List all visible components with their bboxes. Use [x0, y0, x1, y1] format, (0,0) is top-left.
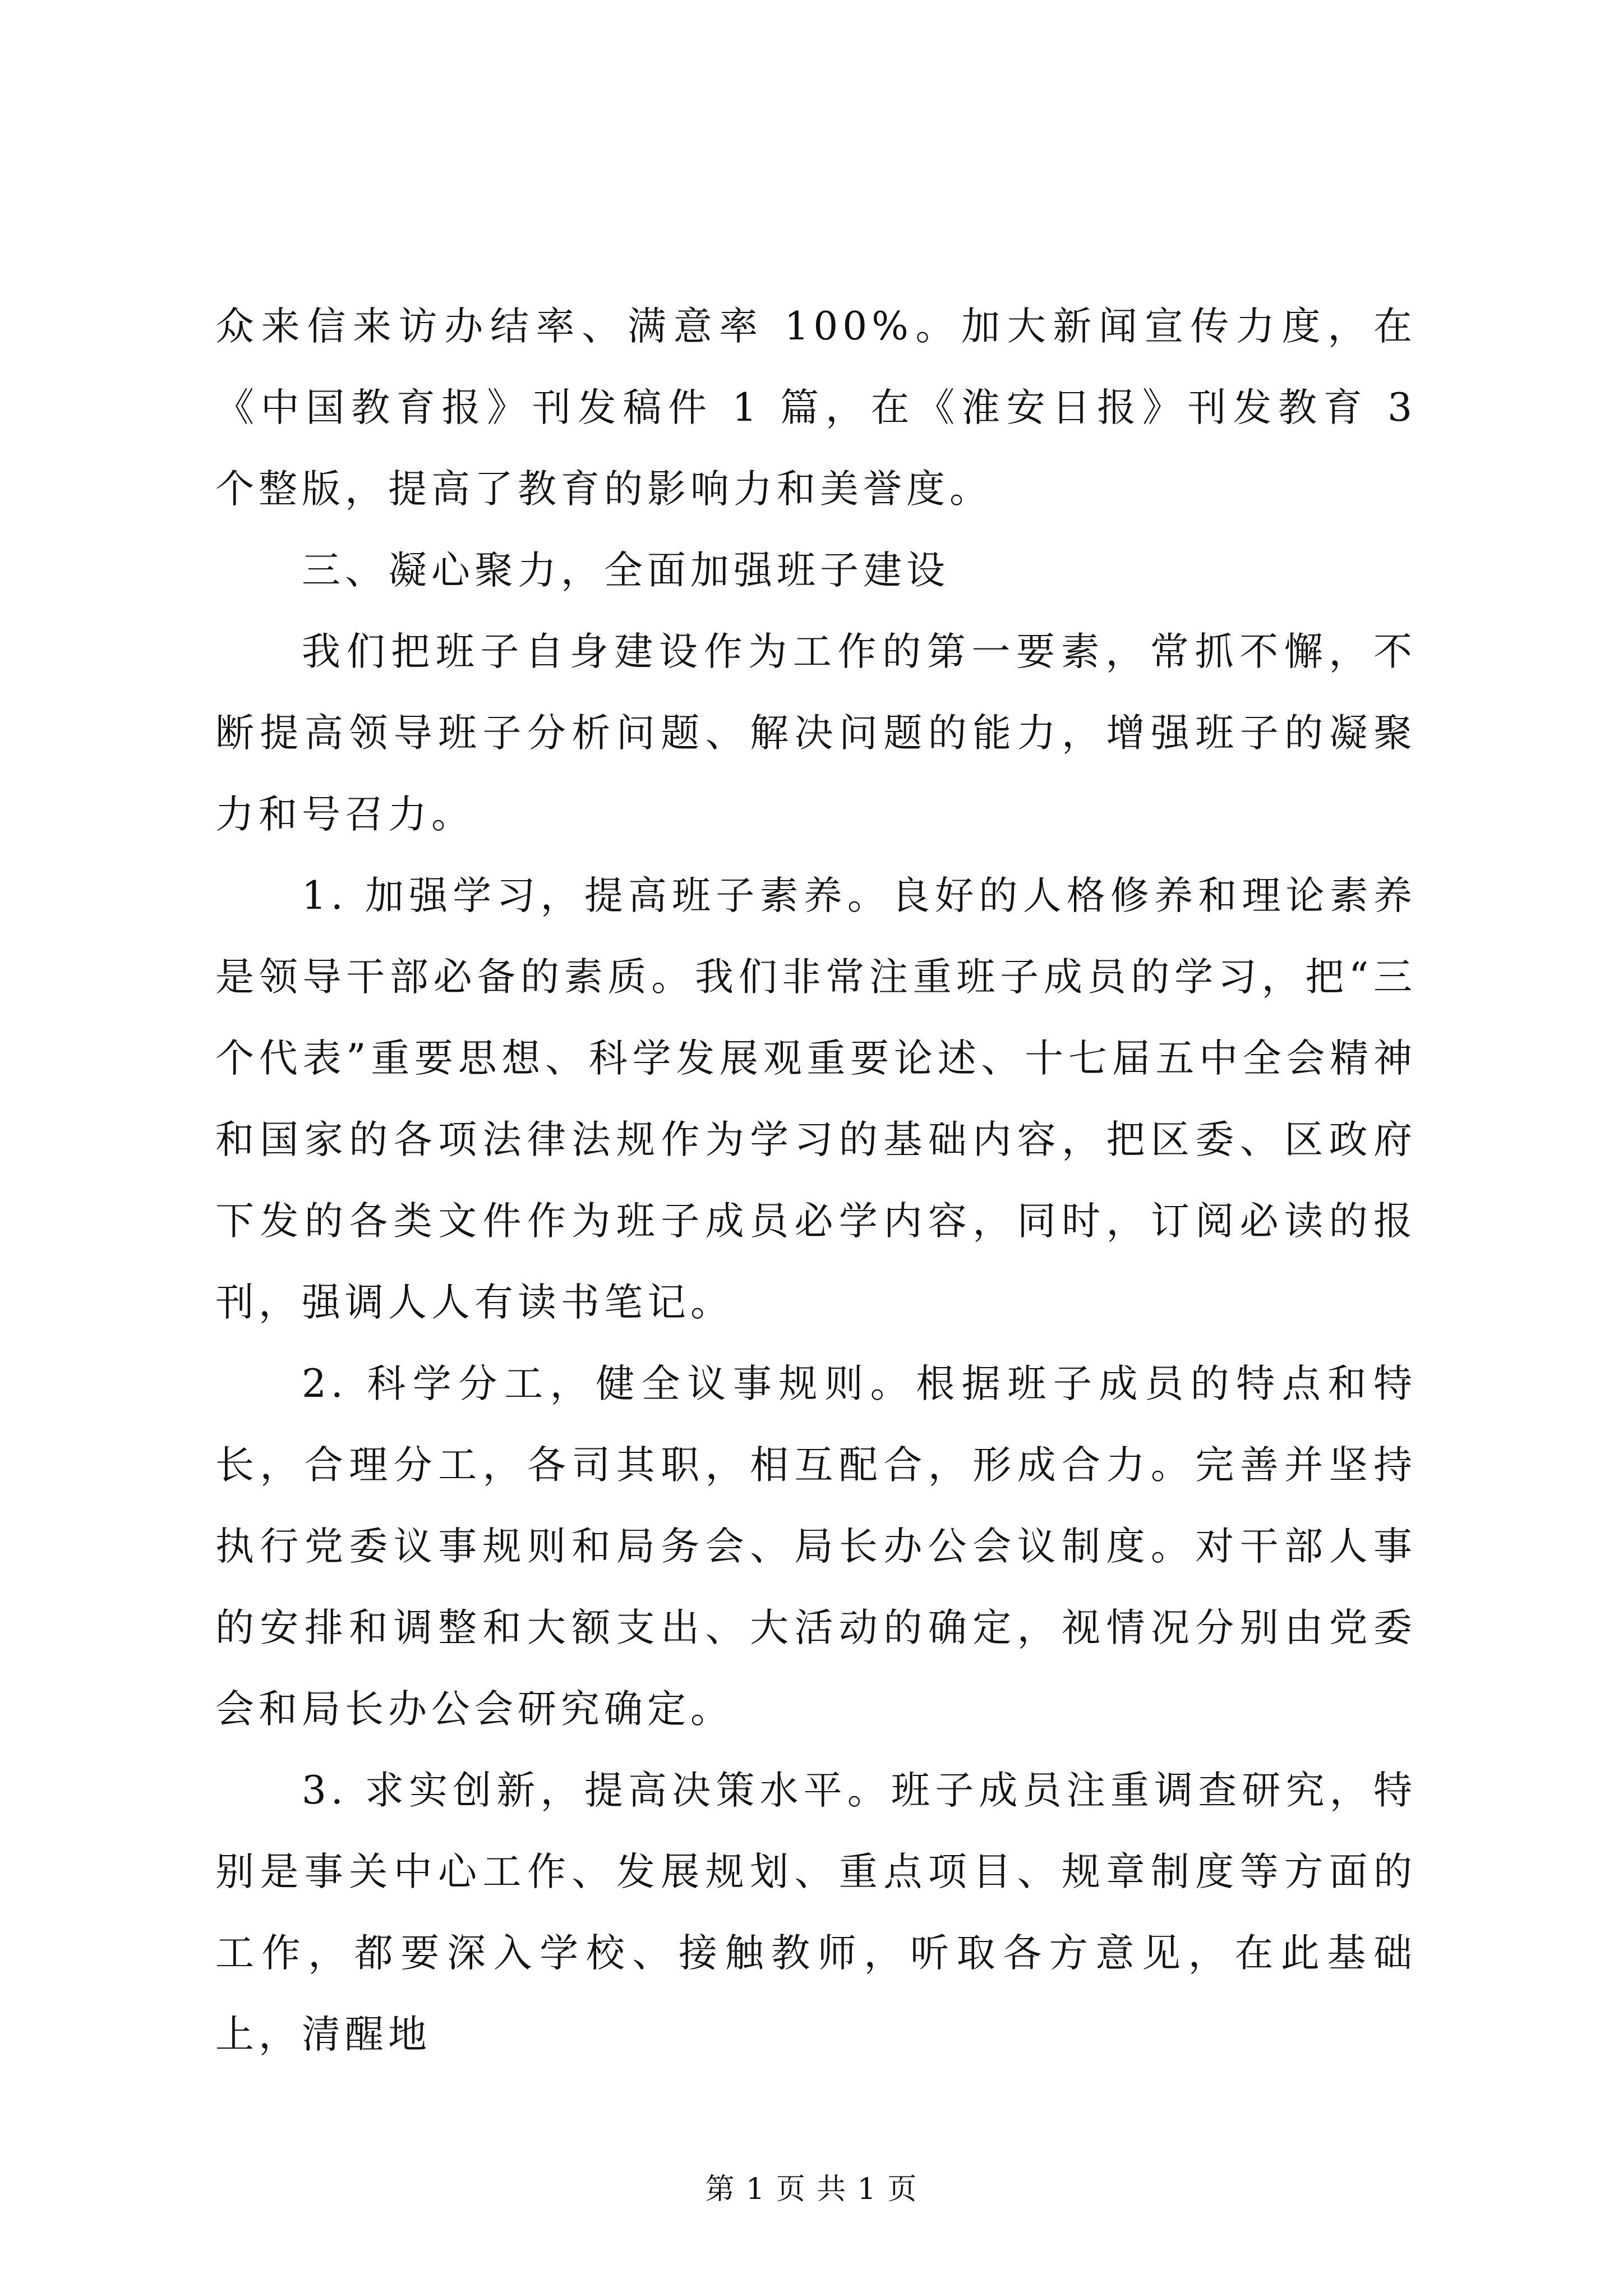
paragraph-item-1: 1. 加强学习，提高班子素养。良好的人格修养和理论素养是领导干部必备的素质。我们非常注重班子成员的学习，把“三个代表”重要思想、科学发展观重要论述、十七届五中全会精神和国家的各项法律法规作为学习的基础内容，把区委、区政府下发的各类文件作为班子成员必学内容，同时，订阅必读的报刊，强调人人有读书笔记。	[215, 873, 1417, 1325]
paragraph-continuation: 众来信来访办结率、满意率 100%。加大新闻宣传力度，在《中国教育报》刊发稿件 1 篇，在《淮安日报》刊发教育 3 个整版，提高了教育的影响力和美誉度。	[215, 304, 1417, 512]
page-footer	[0, 2170, 1623, 2209]
document-body	[215, 286, 1417, 2076]
paragraph-item-3: 3. 求实创新，提高决策水平。班子成员注重调查研究，特别是事关中心工作、发展规划、重点项目、规章制度等方面的工作，都要深入学校、接触教师，听取各方意见，在此基础上，清醒地	[215, 1768, 1417, 2057]
paragraph-item-2: 2. 科学分工，健全议事规则。根据班子成员的特点和特长，合理分工，各司其职，相互配合，形成合力。完善并坚持执行党委议事规则和局务会、局长办公会议制度。对干部人事的安排和调整和大额支出、大活动的确定，视情况分别由党委会和局长办公会研究确定。	[215, 1361, 1417, 1732]
page-number-label: 第 1 页 共 1 页	[705, 2173, 918, 2206]
section-heading: 三、凝心聚力，全面加强班子建设	[302, 548, 949, 593]
paragraph: 我们把班子自身建设作为工作的第一要素，常抓不懈，不断提高领导班子分析问题、解决问题的能力，增强班子的凝聚力和号召力。	[215, 629, 1417, 837]
